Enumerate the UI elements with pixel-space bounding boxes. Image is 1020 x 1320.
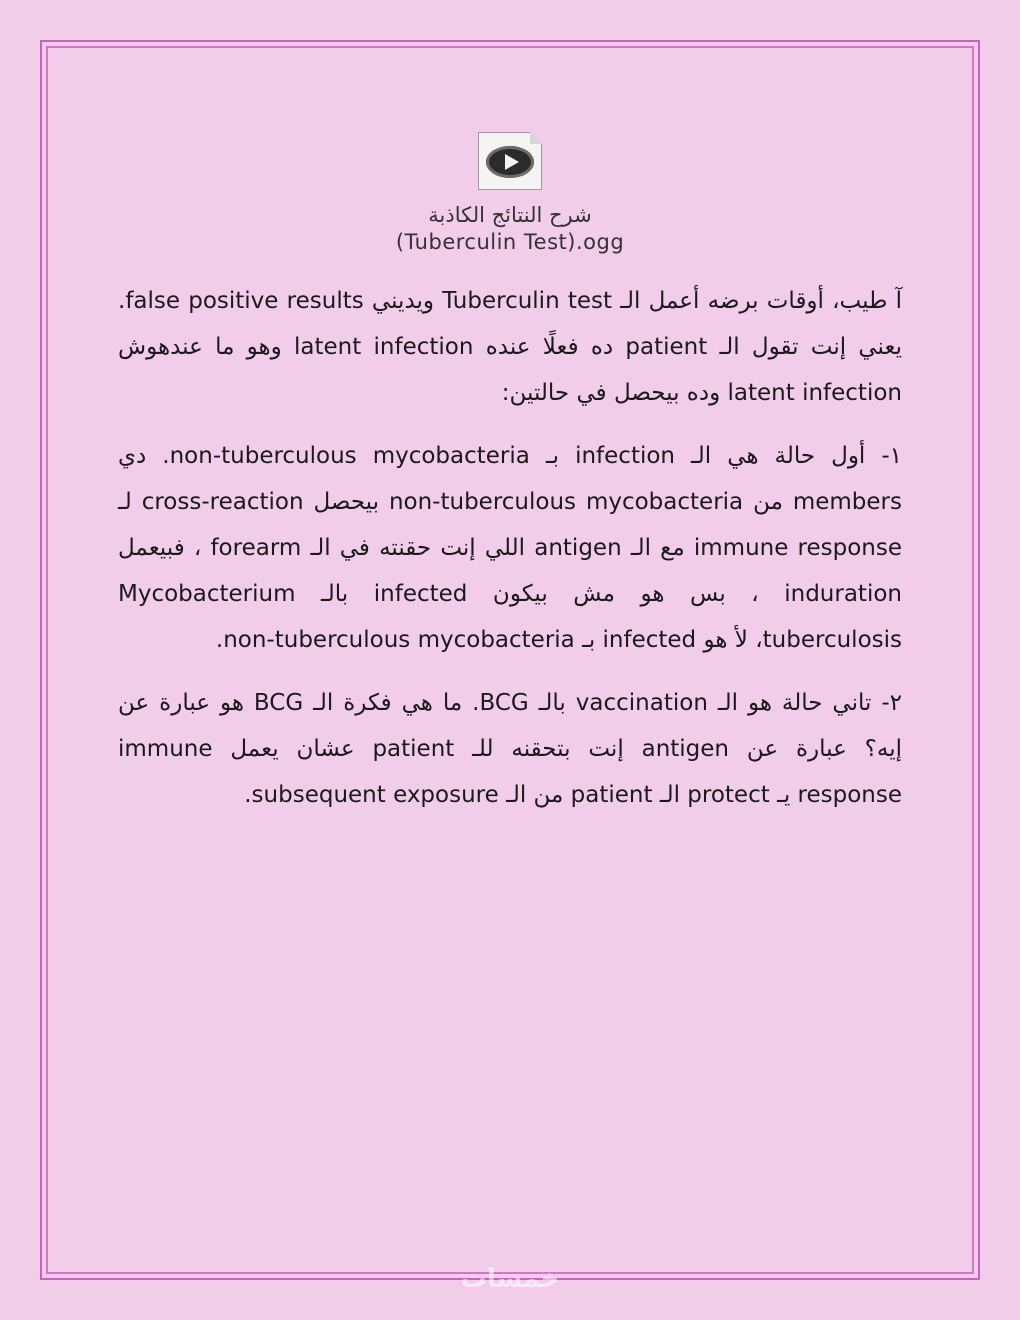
media-caption-line-1: شرح النتائج الكاذبة <box>428 203 592 227</box>
paragraph-case-1: ١- أول حالة هي الـ infection بـ non-tuberculous mycobacteria. دي members من non-tuberculous mycobacteria بيحصل cross-reaction لـ immune response مع الـ antigen اللي إنت حقنته في الـ forearm ، فبيعمل induration ، بس هو مش بيكون infected بالـ Mycobacterium tuberculosis، لأ هو infected بـ non-tuberculous mycobacteria. <box>118 443 903 653</box>
document-body <box>118 278 902 835</box>
watermark-logo: خمسات <box>460 1264 560 1294</box>
page-fold-icon <box>530 132 542 144</box>
paragraph-case-2: ٢- تاني حالة هو الـ vaccination بالـ BCG. ما هي فكرة الـ BCG هو عبارة عن إيه؟ عبارة عن antigen إنت بتحقنه للـ patient عشان يعمل immune response يـ protect الـ patient من الـ subsequent exposure. <box>118 690 902 808</box>
media-caption[interactable] <box>330 202 690 256</box>
paragraph-intro: آ طيب، أوقات برضه أعمل الـ Tuberculin test ويديني false positive results. يعني إنت تقول الـ patient ده فعلًا عنده latent infection وهو ما عندهوش latent infection وده بيحصل في حالتين: <box>118 288 902 406</box>
embedded-media <box>0 132 1020 256</box>
video-file-icon[interactable] <box>478 132 542 190</box>
play-triangle-icon <box>505 154 519 170</box>
media-caption-line-2: (Tuberculin Test).ogg <box>395 230 625 254</box>
